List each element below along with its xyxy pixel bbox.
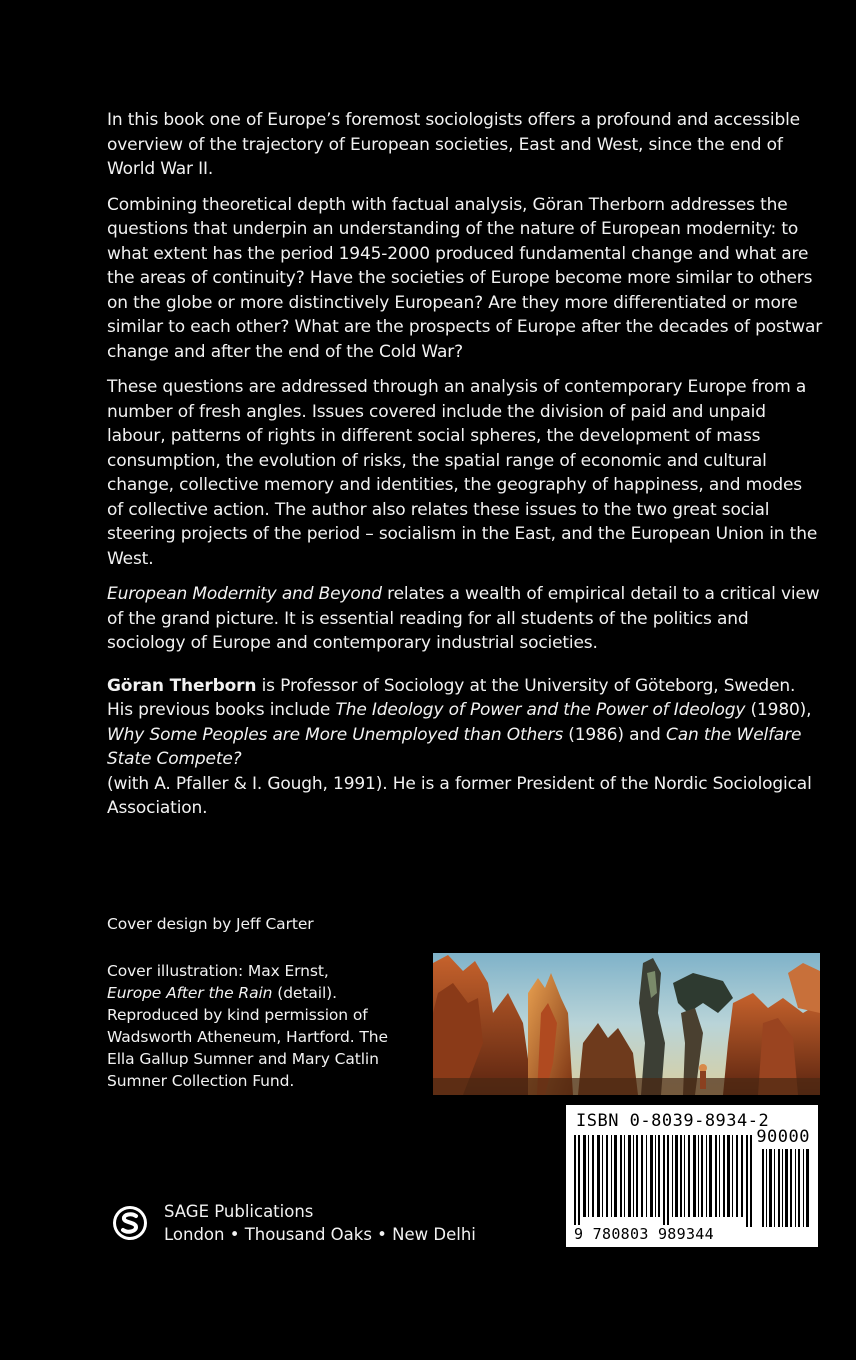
- blurb-paragraph-4-text: relates a wealth of empirical detail to a critical view of the grand picture. It is essential reading for all students of the politics and sociology of Europe and contemporary industrial societies.: [107, 584, 820, 653]
- illustration-detail: (detail).: [272, 984, 337, 1002]
- illustration-permission: Reproduced by kind permission of Wadsworth Atheneum, Hartford. The Ella Gallup Sumner and Mary Catlin Sumner Collection Fund.: [107, 1006, 388, 1090]
- cover-illustration-credit: [107, 960, 417, 1092]
- author-bio-tail: (with A. Pfaller & I. Gough, 1991). He is a former President of the Nordic Sociological Association.: [107, 773, 812, 818]
- illustration-title: Europe After the Rain: [107, 984, 273, 1002]
- previous-book-1: The Ideology of Power and the Power of Ideology: [335, 700, 746, 720]
- cover-illustration-detail-image: [433, 953, 820, 1095]
- previous-book-3: Can the Welfare State Compete?: [107, 724, 802, 769]
- barcode-price-code: 90000: [756, 1127, 810, 1147]
- sage-s-logo-icon: [112, 1205, 148, 1241]
- publisher-block: [112, 1200, 476, 1246]
- previous-book-1-year: (1980),: [745, 700, 812, 720]
- blurb-paragraph-4: [107, 582, 823, 656]
- previous-book-2-year: (1986) and: [563, 724, 666, 745]
- cover-design-credit: Cover design by Jeff Carter: [107, 915, 314, 933]
- blurb-paragraph-2: Combining theoretical depth with factual analysis, Göran Therborn addresses the questions that underpin an understanding of the nature of European modernity: to what extent has the period 1945-2000 produced fundamental change and what are the areas of continuity? Have the societies of Europe become more similar to others on the globe or more distinctively European? Are they more differentiated or more similar to each other? What are the prospects of Europe after the decades of postwar change and after the end of the Cold War?: [107, 194, 823, 362]
- illustration-credit-line: Cover illustration: Max Ernst,: [107, 962, 329, 980]
- book-title: European Modernity and Beyond: [107, 584, 382, 604]
- back-cover-blurb: [107, 108, 823, 832]
- isbn-barcode: [566, 1105, 818, 1247]
- author-name: Göran Therborn: [107, 675, 257, 696]
- barcode-digits: 9 780803 989344: [574, 1225, 714, 1243]
- previous-book-2: Why Some Peoples are More Unemployed than Others: [107, 724, 564, 745]
- publisher-locations: London • Thousand Oaks • New Delhi: [164, 1225, 476, 1244]
- publisher-name: SAGE Publications: [164, 1202, 314, 1221]
- isbn-number: ISBN 0-8039-8934-2: [576, 1111, 770, 1131]
- blurb-paragraph-1: In this book one of Europe’s foremost sociologists offers a profound and accessible overview of the trajectory of European societies, East and West, since the end of World War II.: [107, 110, 800, 179]
- blurb-paragraph-3: These questions are addressed through an analysis of contemporary Europe from a number of fresh angles. Issues covered include the division of paid and unpaid labour, patterns of rights in different social spheres, the development of mass consumption, the evolution of risks, the spatial range of economic and cultural change, collective memory and identities, the geography of happiness, and modes of collective action. The author also relates these issues to the two great social steering projects of the period – socialism in the East, and the European Union in the West.: [107, 377, 818, 569]
- author-bio-intro: is Professor of Sociology at the University of Göteborg, Sweden. His previous books include: [107, 675, 796, 720]
- author-bio: [107, 674, 823, 821]
